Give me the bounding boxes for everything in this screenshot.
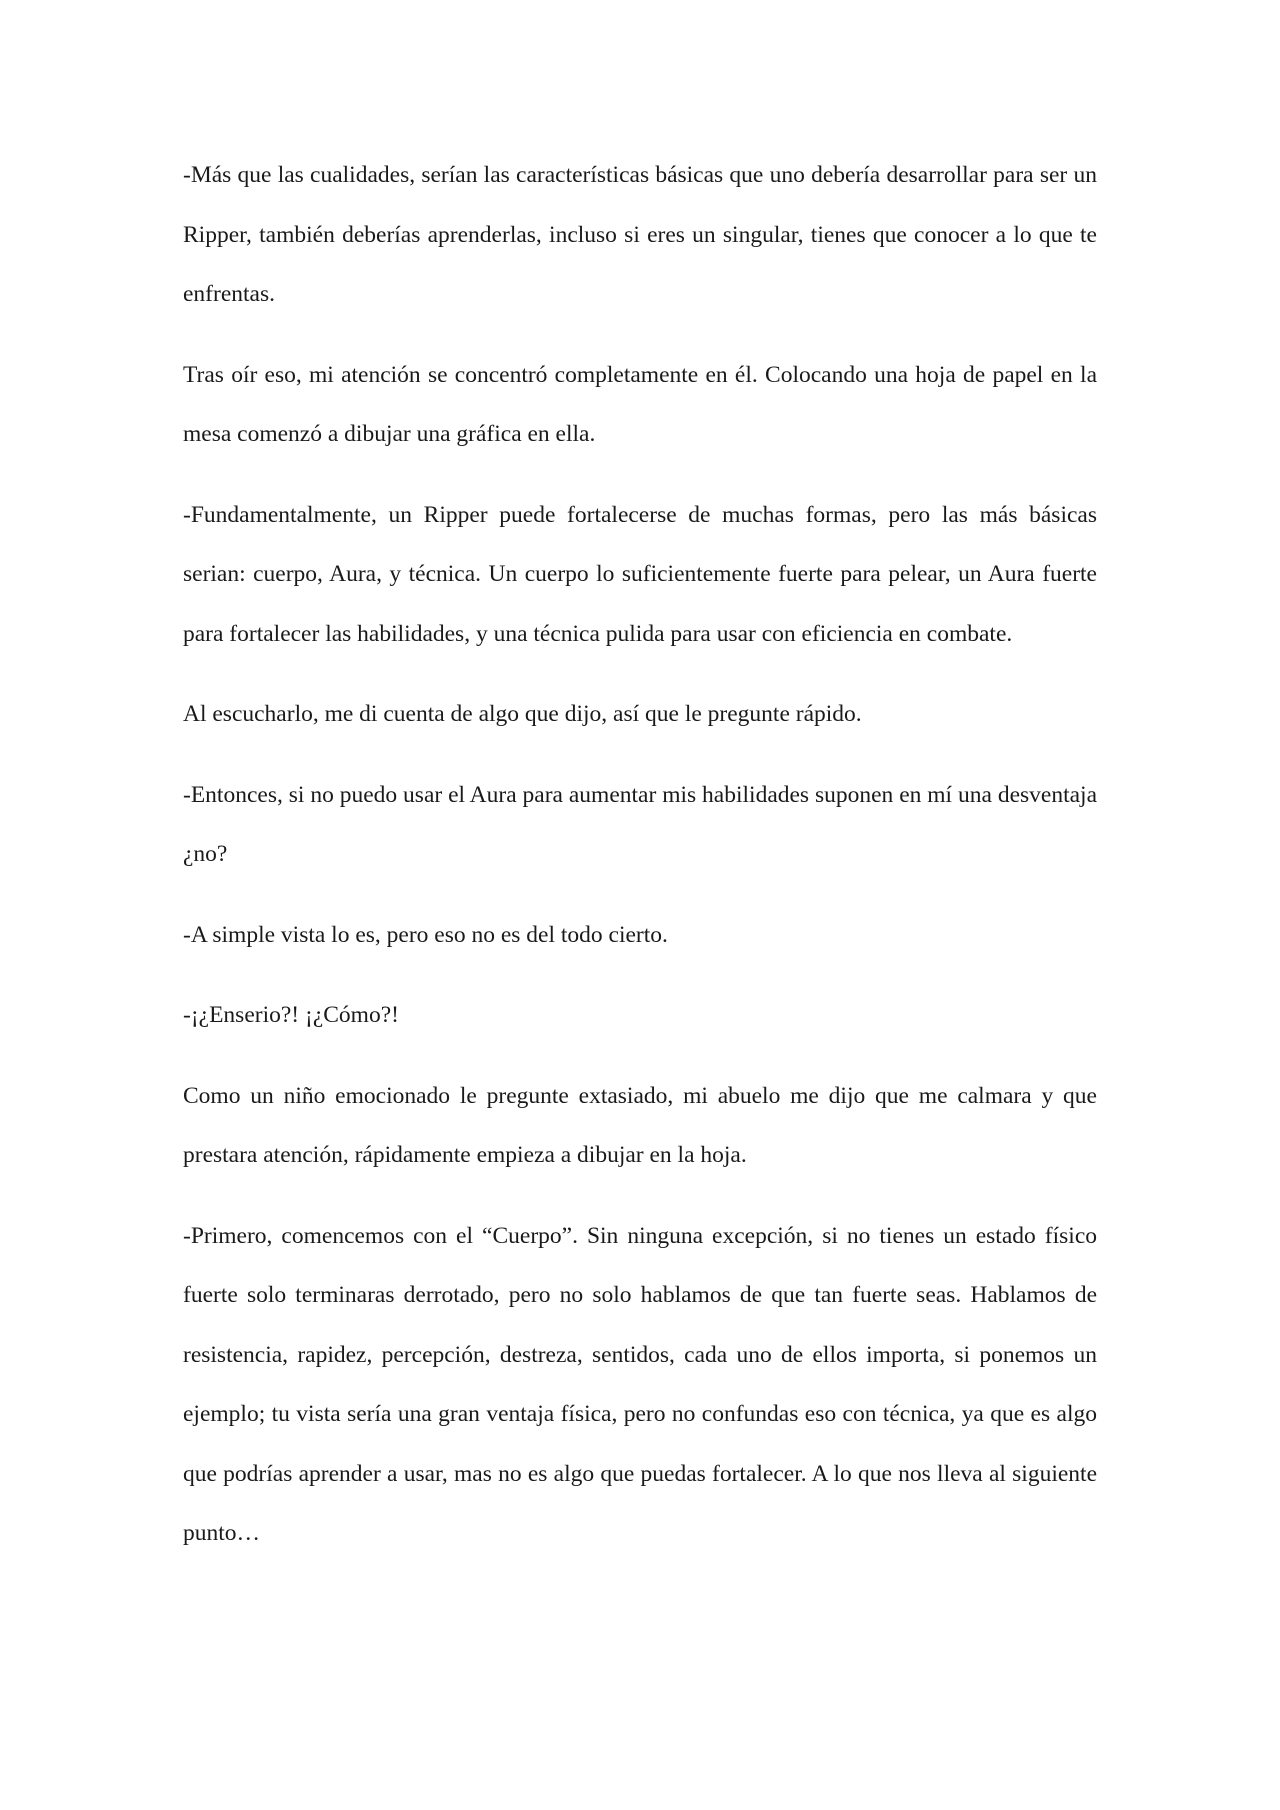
paragraph: -Primero, comencemos con el “Cuerpo”. Sin ninguna excepción, si no tienes un estado físico fuerte solo terminaras derrotado, pero no solo hablamos de que tan fuerte seas. Hablamos de resistencia, rapidez, percepción, destreza, sentidos, cada uno de ellos importa, si ponemos un ejemplo; tu vista sería una gran ventaja física, pero no confundas eso con técnica, ya que es algo que podrías aprender a usar, mas no es algo que puedas fortalecer. A lo que nos lleva al siguiente punto… xyxy=(183,1222,1097,1546)
paragraph: Al escucharlo, me di cuenta de algo que dijo, así que le pregunte rápido. xyxy=(183,701,862,727)
paragraph: -Fundamentalmente, un Ripper puede fortalecerse de muchas formas, pero las más básicas serian: cuerpo, Aura, y técnica. Un cuerpo lo suficientemente fuerte para pelear, un Aura fuerte para fortalecer las habilidades, y una técnica pulida para usar con eficiencia en combate. xyxy=(183,501,1097,647)
paragraph: -Más que las cualidades, serían las características básicas que uno debería desarrollar para ser un Ripper, también deberías aprenderlas, incluso si eres un singular, tienes que conocer a lo que te enfrentas. xyxy=(183,162,1097,307)
paragraph: Como un niño emocionado le pregunte extasiado, mi abuelo me dijo que me calmara y que prestara atención, rápidamente empieza a dibujar en la hoja. xyxy=(183,1082,1097,1168)
document-body xyxy=(183,146,1097,1585)
paragraph: -¡¿Enserio?! ¡¿Cómo?! xyxy=(183,1002,399,1028)
paragraph: -Entonces, si no puedo usar el Aura para aumentar mis habilidades suponen en mí una desventaja ¿no? xyxy=(183,781,1097,867)
paragraph: Tras oír eso, mi atención se concentró completamente en él. Colocando una hoja de papel en la mesa comenzó a dibujar una gráfica en ella. xyxy=(183,361,1097,447)
paragraph: -A simple vista lo es, pero eso no es del todo cierto. xyxy=(183,921,668,948)
